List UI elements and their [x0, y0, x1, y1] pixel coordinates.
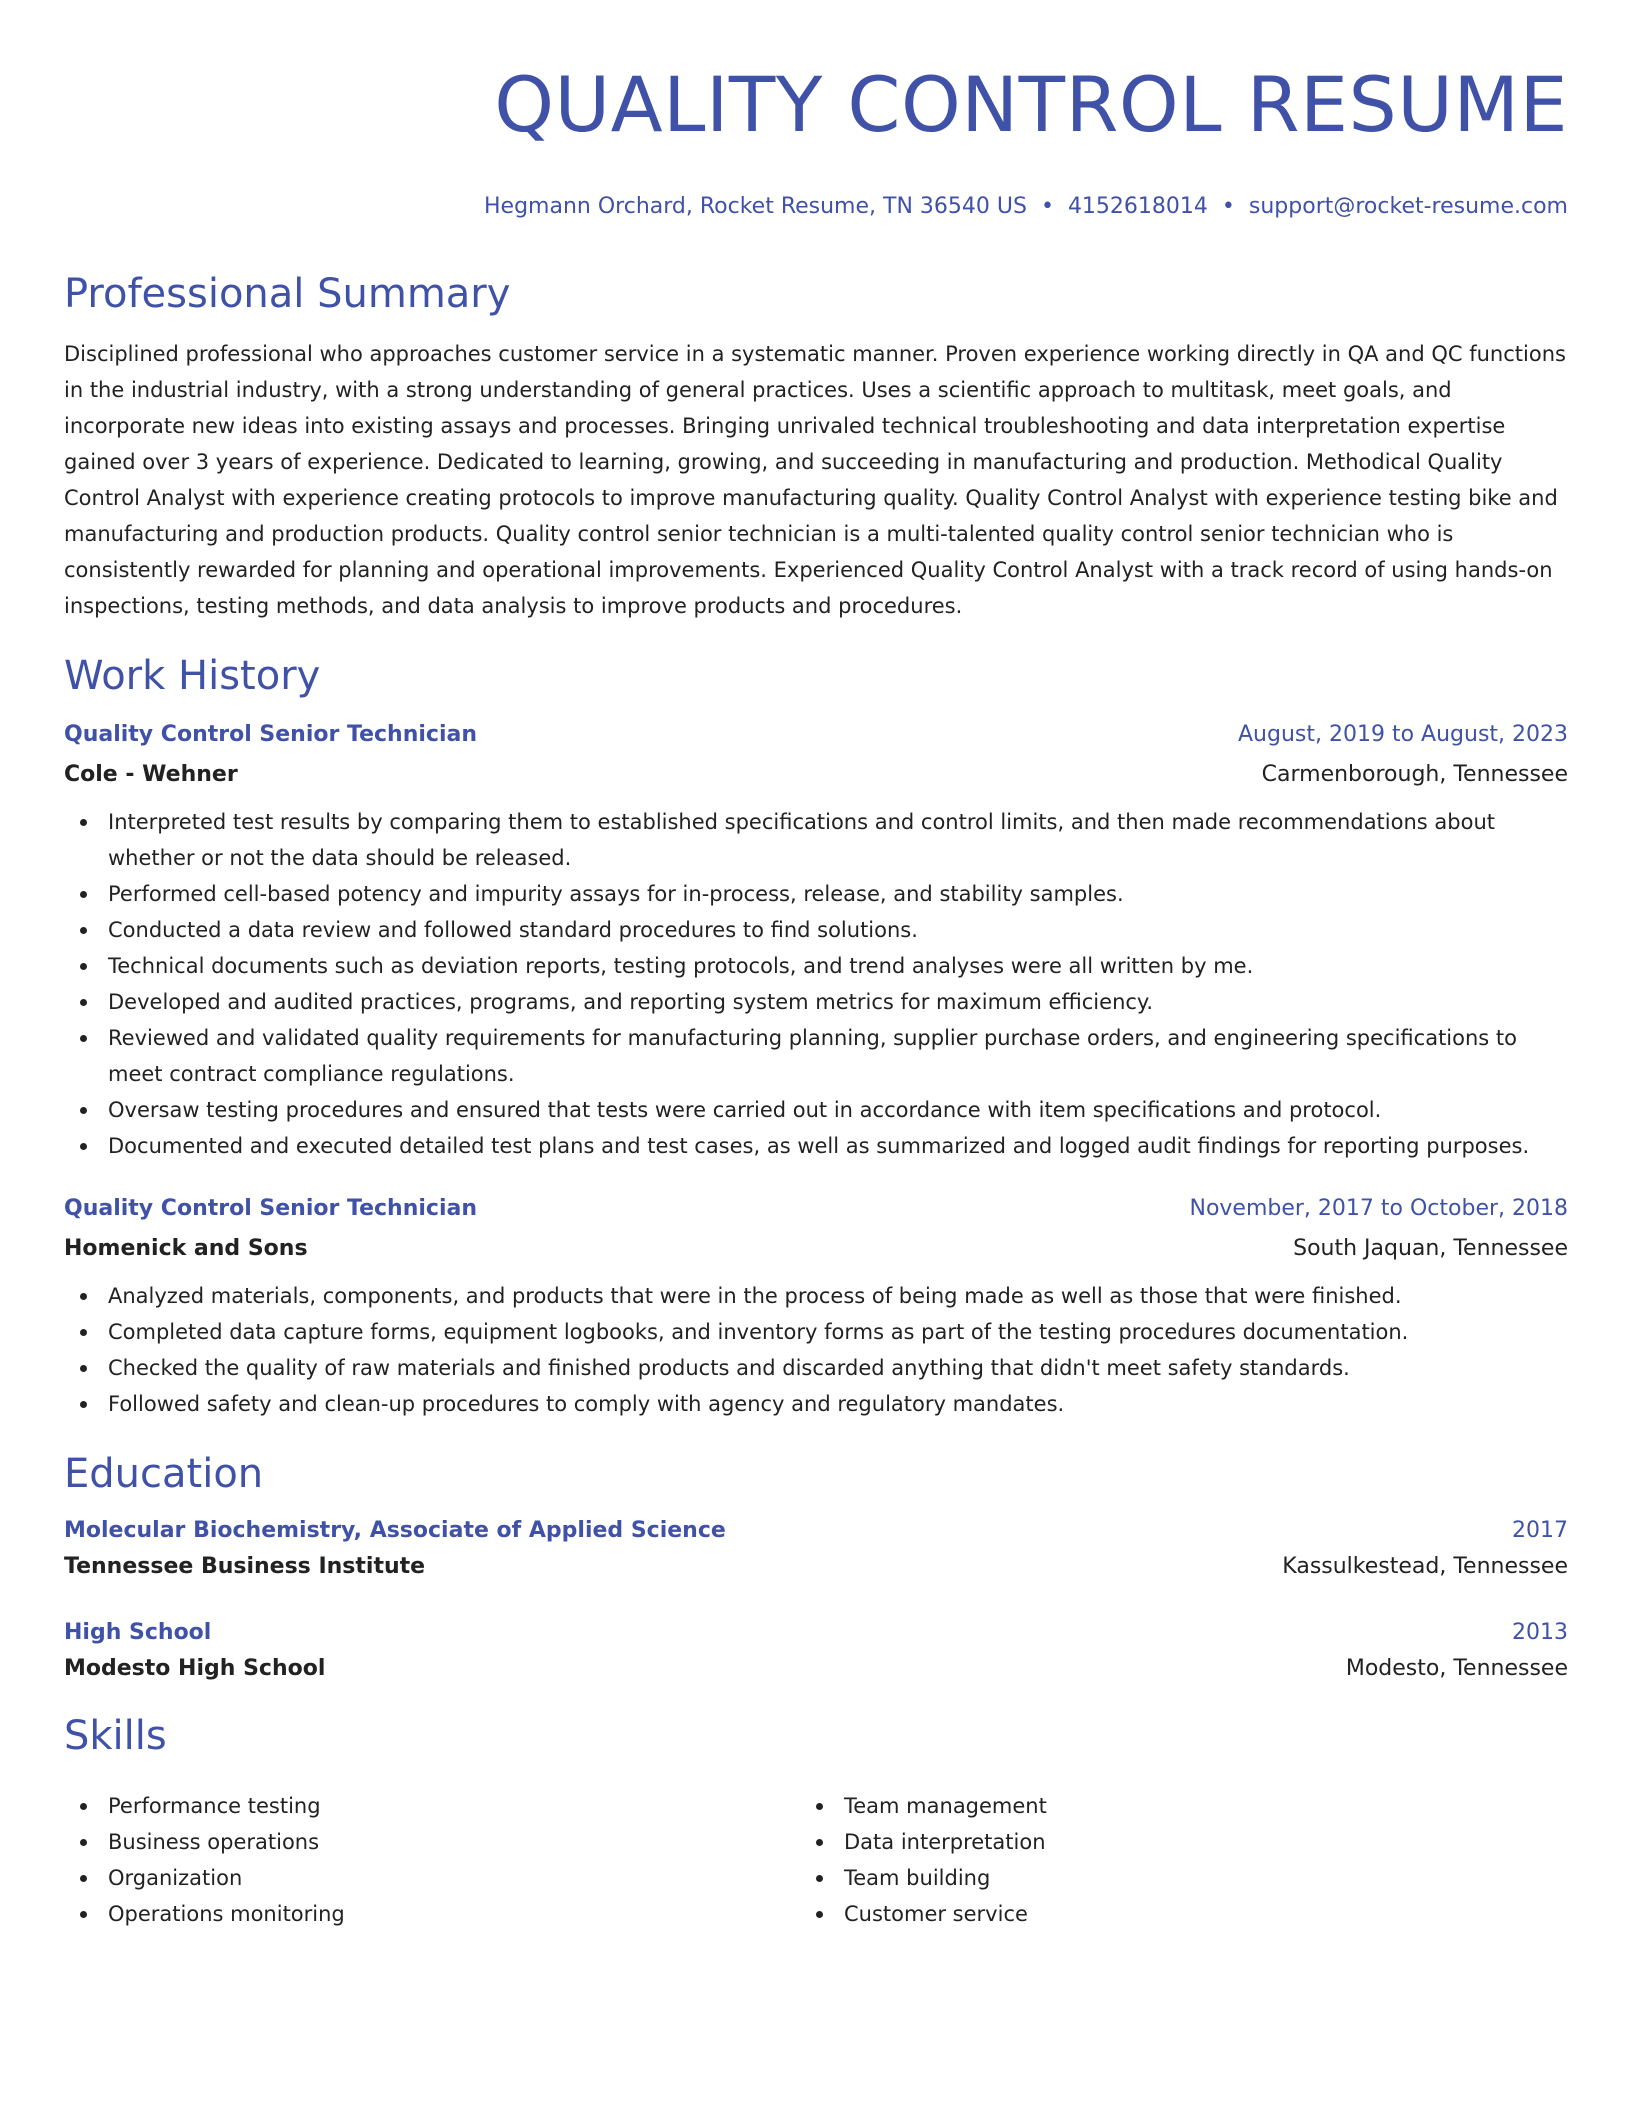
education-school: Modesto High School — [64, 1656, 326, 1681]
education-location: Modesto, Tennessee — [1345, 1656, 1568, 1681]
skill-item: Operations monitoring — [64, 1896, 800, 1932]
education-entry — [64, 1516, 1568, 1582]
education-entry — [64, 1618, 1568, 1684]
job-dates: November, 2017 to October, 2018 — [1189, 1196, 1568, 1221]
contact-phone: 4152618014 — [1067, 194, 1208, 219]
job-bullet: Reviewed and validated quality requirements for manufacturing planning, supplier purchase orders, and engineering specifications to meet contract compliance regulations. — [64, 1020, 1568, 1092]
contact-email: support@rocket-resume.com — [1248, 194, 1568, 219]
job-entry — [64, 720, 1568, 1164]
job-bullet: Performed cell-based potency and impurity assays for in-process, release, and stability samples. — [64, 876, 1568, 912]
education-degree: Molecular Biochemistry, Associate of Applied Science — [64, 1518, 726, 1543]
skill-item: Organization — [64, 1860, 800, 1896]
job-bullet: Developed and audited practices, programs, and reporting system metrics for maximum efficiency. — [64, 984, 1568, 1020]
contact-separator: • — [1221, 194, 1235, 219]
job-bullet: Conducted a data review and followed standard procedures to find solutions. — [64, 912, 1568, 948]
job-location: South Jaquan, Tennessee — [1293, 1236, 1568, 1261]
job-company: Cole - Wehner — [64, 762, 238, 787]
education-school: Tennessee Business Institute — [64, 1554, 426, 1579]
skills-list-right — [800, 1788, 1536, 1932]
job-location: Carmenborough, Tennessee — [1261, 762, 1568, 787]
job-bullet: Followed safety and clean-up procedures to comply with agency and regulatory mandates. — [64, 1386, 1568, 1422]
job-bullet: Documented and executed detailed test plans and test cases, as well as summarized and logged audit findings for reporting purposes. — [64, 1128, 1568, 1164]
education-location: Kassulkestead, Tennessee — [1282, 1554, 1568, 1579]
summary-text: Disciplined professional who approaches customer service in a systematic manner. Proven experience working directly in QA and QC functions in the industrial industry, with a strong understanding of general practices. Uses a scientific approach to multitask, meet goals, and incorporate new ideas into existing assays and processes. Bringing unrivaled technical troubleshooting and data interpretation expertise gained over 3 years of experience. Dedicated to learning, growing, and succeeding in manufacturing and production. Methodical Quality Control Analyst with experience creating protocols to improve manufacturing quality. Quality Control Analyst with experience testing bike and manufacturing and production products. Quality control senior technician is a multi-talented quality control senior technician who is consistently rewarded for planning and operational improvements. Experienced Quality Control Analyst with a track record of using hands-on inspections, testing methods, and data analysis to improve products and procedures. — [64, 342, 1566, 618]
job-entry — [64, 1194, 1568, 1422]
job-bullet: Oversaw testing procedures and ensured that tests were carried out in accordance with item specifications and protocol. — [64, 1092, 1568, 1128]
education-degree: High School — [64, 1620, 212, 1645]
job-bullet: Analyzed materials, components, and products that were in the process of being made as well as those that were finished. — [64, 1278, 1568, 1314]
section-heading-work-history: Work History — [64, 653, 321, 699]
resume-title: QUALITY CONTROL RESUME — [494, 60, 1568, 149]
contact-address: Hegmann Orchard, Rocket Resume, TN 36540 US — [484, 194, 1027, 219]
contact-line — [64, 192, 1568, 222]
job-bullet: Checked the quality of raw materials and finished products and discarded anything that didn't meet safety standards. — [64, 1350, 1568, 1386]
job-bullet-list — [64, 804, 1568, 1164]
section-heading-skills: Skills — [64, 1713, 167, 1759]
job-dates: August, 2019 to August, 2023 — [1238, 722, 1568, 747]
job-bullet: Interpreted test results by comparing them to established specifications and control limits, and then made recommendations about whether or not the data should be released. — [64, 804, 1568, 876]
job-bullet: Technical documents such as deviation reports, testing protocols, and trend analyses were all written by me. — [64, 948, 1568, 984]
skill-item: Data interpretation — [800, 1824, 1536, 1860]
education-year: 2013 — [1512, 1620, 1568, 1645]
section-heading-summary: Professional Summary — [64, 271, 511, 317]
skill-item: Performance testing — [64, 1788, 800, 1824]
job-title: Quality Control Senior Technician — [64, 1196, 478, 1221]
education-year: 2017 — [1512, 1518, 1568, 1543]
skill-item: Team management — [800, 1788, 1536, 1824]
job-bullet: Completed data capture forms, equipment logbooks, and inventory forms as part of the testing procedures documentation. — [64, 1314, 1568, 1350]
skills-columns — [64, 1774, 1568, 1932]
skills-list-left — [64, 1788, 800, 1932]
skill-item: Team building — [800, 1860, 1536, 1896]
skill-item: Business operations — [64, 1824, 800, 1860]
job-company: Homenick and Sons — [64, 1236, 308, 1261]
section-heading-education: Education — [64, 1451, 264, 1497]
job-bullet-list — [64, 1278, 1568, 1422]
skill-item: Customer service — [800, 1896, 1536, 1932]
job-title: Quality Control Senior Technician — [64, 722, 478, 747]
contact-separator: • — [1040, 194, 1054, 219]
